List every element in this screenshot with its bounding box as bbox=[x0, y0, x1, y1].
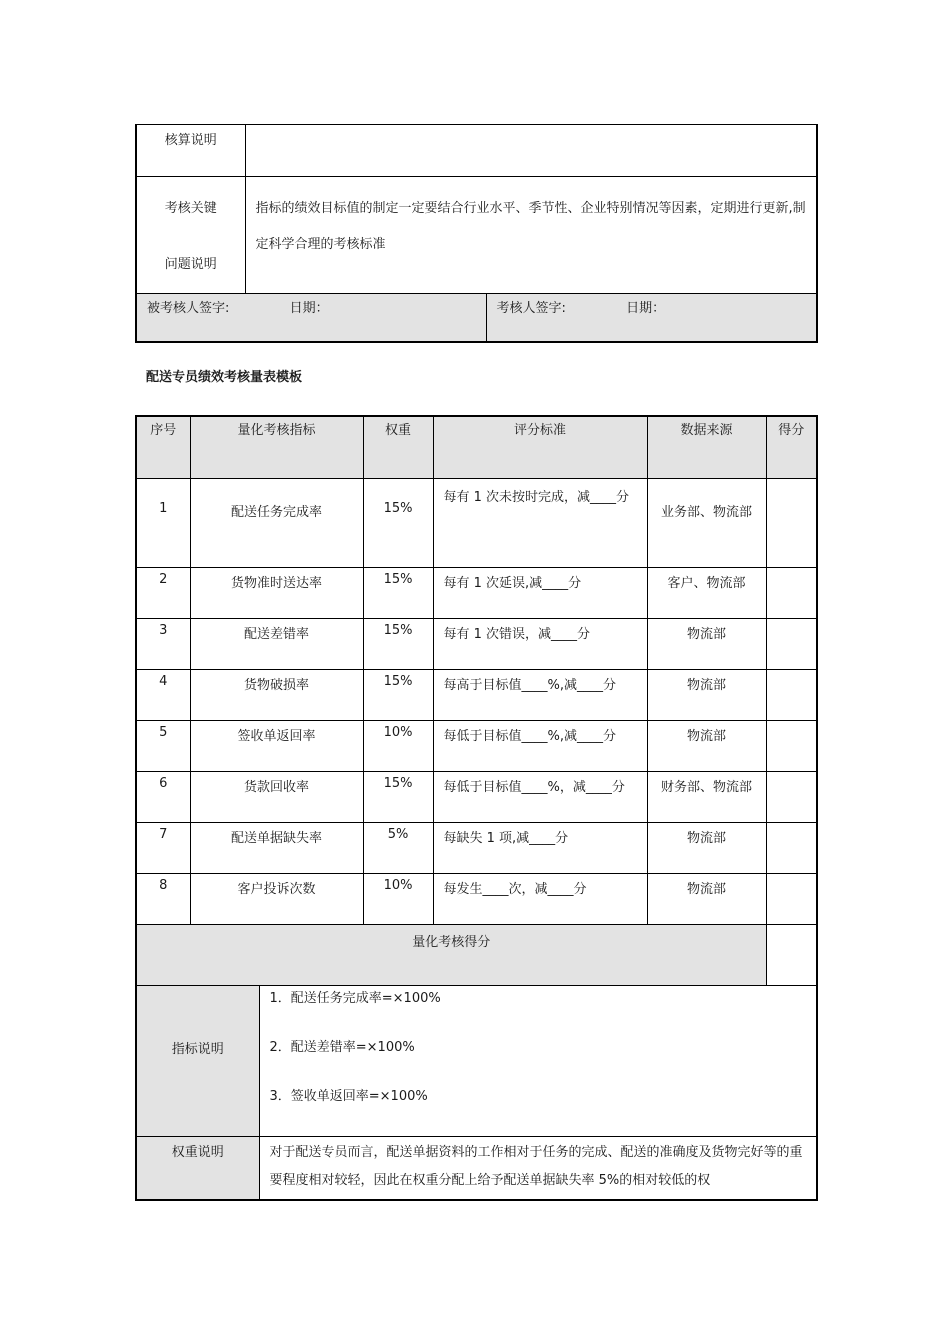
signee-label: 被考核人签字: bbox=[147, 301, 230, 316]
row-standard: 每有 1 次错误，减____分 bbox=[433, 618, 647, 669]
row-standard: 每发生____次，减____分 bbox=[433, 873, 647, 924]
row-standard: 每有 1 次延误,减____分 bbox=[433, 567, 647, 618]
evaluation-notes-table bbox=[135, 124, 818, 343]
row-score bbox=[766, 478, 817, 567]
indicator-desc-line: 1．配送任务完成率=×100% bbox=[269, 990, 441, 1006]
calc-label: 核算说明 bbox=[164, 133, 217, 148]
row-no: 5 bbox=[136, 720, 190, 771]
row-standard: 每有 1 次未按时完成，减____分 bbox=[433, 478, 647, 567]
signature-left-cell bbox=[136, 294, 486, 342]
row-no: 2 bbox=[136, 567, 190, 618]
row-weight: 5% bbox=[363, 822, 433, 873]
total-row bbox=[136, 924, 817, 985]
table-header-row bbox=[136, 416, 817, 478]
row-standard: 每高于目标值____%,减____分 bbox=[433, 669, 647, 720]
row-no: 1 bbox=[136, 478, 190, 567]
header-indicator: 量化考核指标 bbox=[190, 416, 363, 478]
row-score bbox=[766, 669, 817, 720]
header-weight: 权重 bbox=[363, 416, 433, 478]
table-row bbox=[136, 720, 817, 771]
row-score bbox=[766, 720, 817, 771]
row-source: 客户、物流部 bbox=[647, 567, 766, 618]
signee-date-label: 日期： bbox=[289, 301, 329, 316]
row-indicator: 配送差错率 bbox=[190, 618, 363, 669]
row-indicator: 配送任务完成率 bbox=[190, 478, 363, 567]
indicator-desc-content bbox=[259, 985, 817, 1136]
row-indicator: 签收单返回率 bbox=[190, 720, 363, 771]
row-no: 8 bbox=[136, 873, 190, 924]
row-indicator: 货款回收率 bbox=[190, 771, 363, 822]
section-title: 配送专员绩效考核量表模板 bbox=[146, 370, 303, 385]
total-label: 量化考核得分 bbox=[136, 924, 766, 985]
row-source: 财务部、物流部 bbox=[647, 771, 766, 822]
row-indicator: 货物破损率 bbox=[190, 669, 363, 720]
table-row bbox=[136, 618, 817, 669]
row-standard: 每低于目标值____%,减____分 bbox=[433, 720, 647, 771]
signature-right-cell bbox=[486, 294, 817, 342]
indicator-desc-label: 指标说明 bbox=[136, 985, 259, 1136]
header-source: 数据来源 bbox=[647, 416, 766, 478]
key-label-cell bbox=[136, 177, 245, 294]
row-source: 物流部 bbox=[647, 822, 766, 873]
row-weight: 15% bbox=[363, 618, 433, 669]
key-text-cell bbox=[245, 177, 817, 294]
indicator-desc-line: 3．签收单返回率=×100% bbox=[269, 1088, 428, 1104]
row-weight: 15% bbox=[363, 567, 433, 618]
indicator-desc-row bbox=[136, 985, 817, 1136]
reviewer-label: 考核人签字: bbox=[496, 301, 566, 316]
row-weight: 10% bbox=[363, 720, 433, 771]
header-score: 得分 bbox=[766, 416, 817, 478]
row-weight: 10% bbox=[363, 873, 433, 924]
row-score bbox=[766, 618, 817, 669]
row-source: 业务部、物流部 bbox=[647, 478, 766, 567]
kpi-table bbox=[135, 415, 818, 1201]
row-indicator: 货物准时送达率 bbox=[190, 567, 363, 618]
row-source: 物流部 bbox=[647, 720, 766, 771]
row-score bbox=[766, 771, 817, 822]
table-row bbox=[136, 669, 817, 720]
row-source: 物流部 bbox=[647, 873, 766, 924]
row-weight: 15% bbox=[363, 478, 433, 567]
calc-content-cell bbox=[245, 125, 817, 177]
header-no: 序号 bbox=[136, 416, 190, 478]
total-score bbox=[766, 924, 817, 985]
row-no: 6 bbox=[136, 771, 190, 822]
row-standard: 每缺失 1 项,减____分 bbox=[433, 822, 647, 873]
row-no: 3 bbox=[136, 618, 190, 669]
row-source: 物流部 bbox=[647, 669, 766, 720]
row-indicator: 客户投诉次数 bbox=[190, 873, 363, 924]
row-score bbox=[766, 822, 817, 873]
row-indicator: 配送单据缺失率 bbox=[190, 822, 363, 873]
row-weight: 15% bbox=[363, 669, 433, 720]
row-score bbox=[766, 567, 817, 618]
row-no: 4 bbox=[136, 669, 190, 720]
row-weight: 15% bbox=[363, 771, 433, 822]
key-label-line1: 考核关键 bbox=[164, 201, 217, 216]
row-score bbox=[766, 873, 817, 924]
key-text: 指标的绩效目标值的制定一定要结合行业水平、季节性、企业特别情况等因素，定期进行更新,制定科学合理的考核标准 bbox=[255, 201, 806, 252]
table-row bbox=[136, 478, 817, 567]
row-source: 物流部 bbox=[647, 618, 766, 669]
table-row bbox=[136, 567, 817, 618]
weight-desc-row bbox=[136, 1136, 817, 1200]
header-standard: 评分标准 bbox=[433, 416, 647, 478]
row-no: 7 bbox=[136, 822, 190, 873]
weight-desc-label: 权重说明 bbox=[136, 1136, 259, 1200]
table-row bbox=[136, 873, 817, 924]
reviewer-date-label: 日期： bbox=[626, 301, 666, 316]
indicator-desc-line: 2．配送差错率=×100% bbox=[269, 1039, 415, 1055]
table-row bbox=[136, 822, 817, 873]
row-standard: 每低于目标值____%，减____分 bbox=[433, 771, 647, 822]
key-label-line2: 问题说明 bbox=[164, 257, 217, 272]
weight-desc-text: 对于配送专员而言，配送单据资料的工作相对于任务的完成、配送的准确度及货物完好等的重要程度相对较轻，因此在权重分配上给予配送单据缺失率 5%的相对较低的权 bbox=[259, 1136, 817, 1200]
table-row bbox=[136, 771, 817, 822]
calc-label-cell bbox=[136, 125, 245, 177]
